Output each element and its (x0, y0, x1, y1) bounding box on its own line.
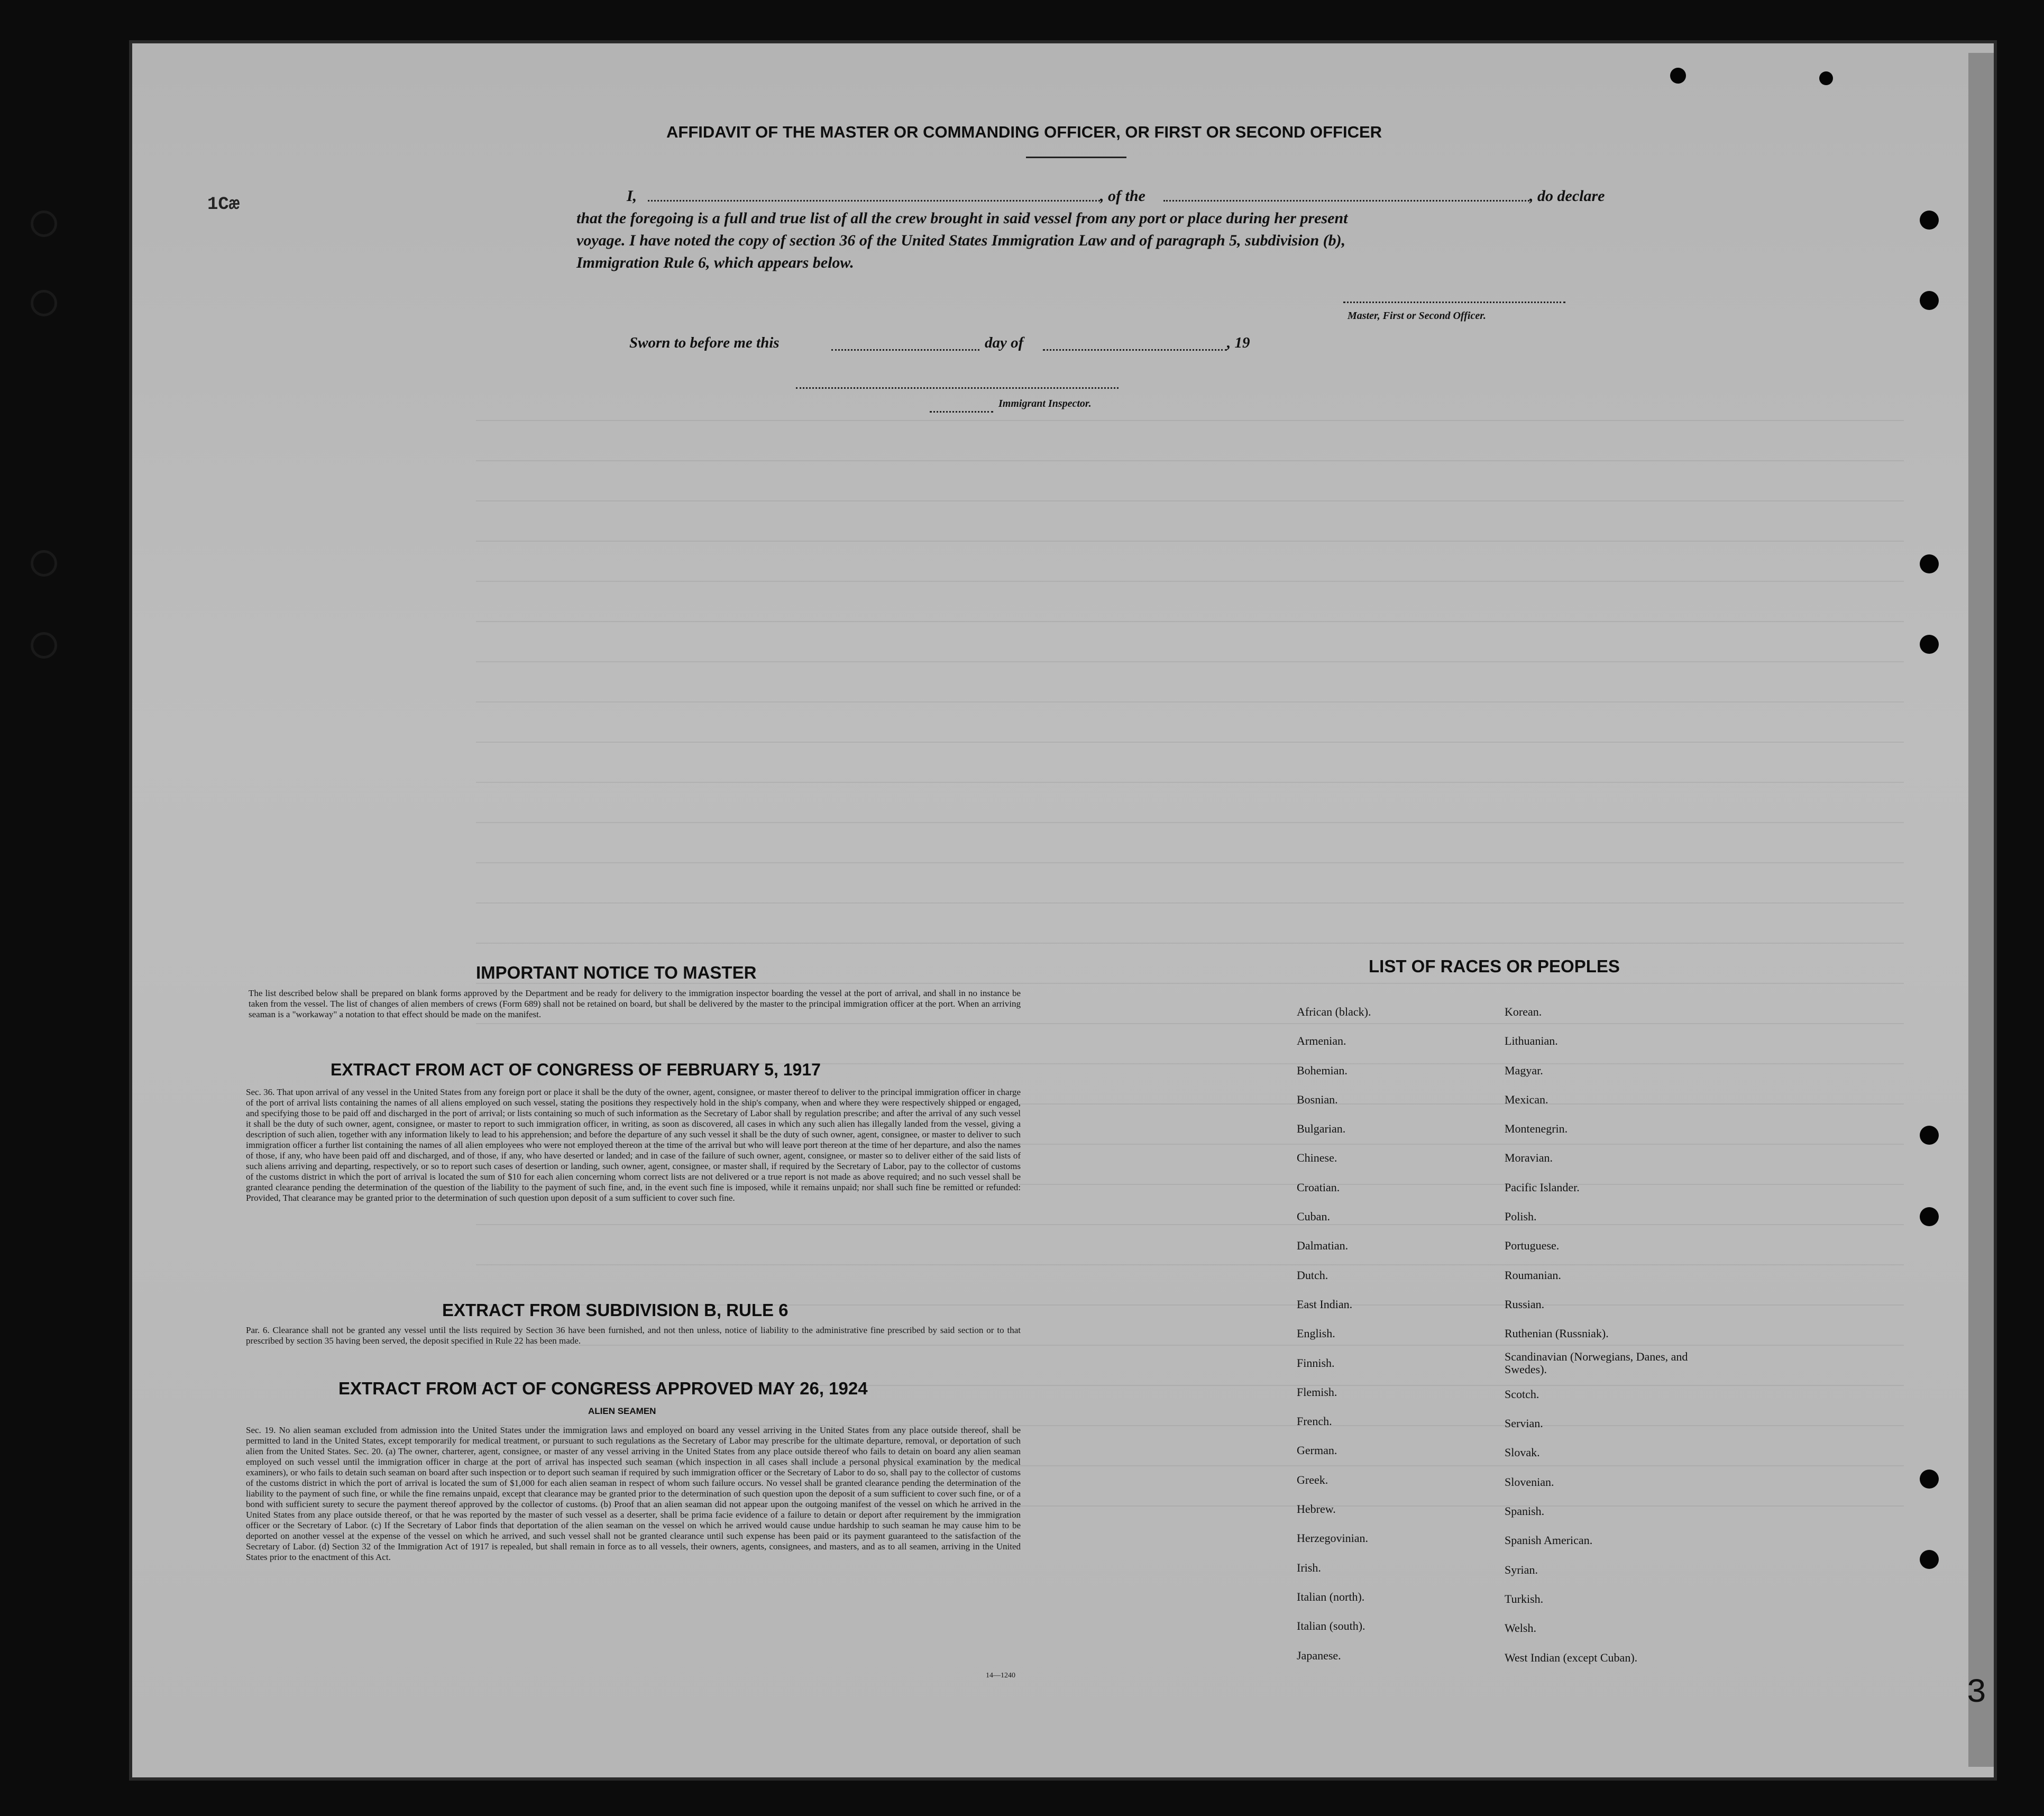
race-item: Armenian. (1297, 1034, 1346, 1048)
race-item: Turkish. (1505, 1592, 1544, 1605)
sworn-month-blank[interactable] (1043, 349, 1227, 351)
race-item: English. (1297, 1327, 1335, 1340)
race-item: Lithuanian. (1505, 1034, 1558, 1048)
race-item: Dutch. (1297, 1268, 1328, 1282)
race-item: Spanish American. (1505, 1534, 1593, 1547)
race-item: African (black). (1297, 1005, 1371, 1018)
binder-hole (1920, 211, 1939, 230)
binder-hole (1920, 1470, 1939, 1489)
race-item: Welsh. (1505, 1621, 1536, 1635)
race-item: Japanese. (1297, 1648, 1341, 1662)
binder-hole (1920, 1126, 1939, 1145)
race-item: Bohemian. (1297, 1063, 1348, 1077)
rule-6-text: Par. 6. Clearance shall not be granted any vessel until the lists required by Section 36 have been furnished, and not then unless, notice of liability to the administrative fine prescribed by said section or to that prescribed by section 35 having been served, the deposit specified in Rule 22 has been made. (246, 1325, 1021, 1346)
race-item: Scandinavian (Norwegians, Danes, and Swedes). (1505, 1349, 1688, 1376)
year-label: , 19 (1227, 334, 1250, 351)
race-item: Russian. (1505, 1297, 1545, 1311)
race-item: Scotch. (1505, 1387, 1539, 1401)
race-item: East Indian. (1297, 1297, 1353, 1311)
affidavit-line-3: voyage. I have noted the copy of section 36 of the United States Immigration Law and of paragraph 5, subdivision (b), (576, 232, 1346, 249)
binder-hole (1920, 1550, 1939, 1569)
race-item: Korean. (1505, 1005, 1542, 1018)
bleed-through-hole (31, 290, 57, 316)
race-item: Syrian. (1505, 1563, 1538, 1576)
margin-mark: 3 (1966, 1674, 1987, 1712)
affidavit-line-2: that the foregoing is a full and true list of all the crew brought in said vessel from any port or place during her present (576, 209, 1348, 227)
race-item: Mexican. (1505, 1092, 1548, 1106)
name-blank[interactable] (648, 200, 1100, 202)
sworn-day-blank[interactable] (831, 349, 979, 351)
extract-1924-text: Sec. 19. No alien seaman excluded from admission into the United States under the immigration laws and employed on board any vessel arriving in the United States from any place outside thereof, shall be permitted to land in the United States, except temporarily for medical treatment, or pursuant to such regulations as the Secretary of Labor may prescribe for the ultimate departure, removal, or deportation of such alien from the United States. Sec. 20. (a) The owner, charterer, agent, consignee, or master of any vessel arriving in the United States from any place outside thereof who fails to detain on board any alien seaman employed on such vessel until the immigration officer in charge at the port of arrival has inspected such seaman (which inspection in all cases shall include a personal physical examination by the medical examiners), or who fails to detain such seaman on board after such inspection or to deport such seaman if required by such immigration officer or the Secretary of Labor to do so, shall pay to the collector of customs of the customs district in which the port of arrival is located the sum of $1,000 for each alien seaman in respect of whom such failure occurs. No vessel shall be granted clearance pending the determination of the liability to the payment of such fine, or while the fine remains unpaid, except that clearance may be granted prior to the determination of such question upon the deposit of a sum sufficient to cover such fine, or of a bond with sufficient surety to secure the payment thereof approved by the collector of customs. (b) Proof that an alien seaman did not appear upon the outgoing manifest of the vessel on which he arrived in the United States from any place outside thereof, or that he was reported by the master of such vessel as a deserter, shall be prima facie evidence of a failure to detain or deport after requirement by the immigration officer or the Secretary of Labor. (c) If the Secretary of Labor finds that deportation of the alien seaman on the vessel on which he arrived would cause undue hardship to such seaman he may cause him to be deported on another vessel at the expense of the vessel on which he arrived, and such vessel shall not be granted clearance until such expense has been paid or its payment guaranteed to the satisfaction of the Secretary of Labor. (d) Section 32 of the Immigration Act of 1917 is repealed, but shall remain in force as to all vessels, their owners, agents, consignees, and masters, and as to all seamen, arriving in the United States prior to the enactment of this Act. (246, 1425, 1021, 1562)
race-item: Pacific Islander. (1505, 1180, 1580, 1194)
races-right-column (1505, 997, 1727, 1672)
signature-blank[interactable] (1343, 302, 1565, 303)
race-item: German. (1297, 1444, 1337, 1457)
race-item: Slovenian. (1505, 1475, 1554, 1489)
bleed-through-hole (31, 632, 57, 659)
affidavit-title: AFFIDAVIT OF THE MASTER OR COMMANDING OFFICER, OR FIRST OR SECOND OFFICER (666, 123, 1382, 141)
affidavit-i: I, (627, 187, 637, 205)
race-item: West Indian (except Cuban). (1505, 1650, 1638, 1664)
signature-label: Master, First or Second Officer. (1348, 310, 1486, 322)
race-item: Servian. (1505, 1417, 1543, 1430)
rule-6-title: EXTRACT FROM SUBDIVISION B, RULE 6 (442, 1300, 789, 1320)
extract-1924-subtitle: ALIEN SEAMEN (588, 1406, 656, 1416)
race-item: Spanish. (1505, 1504, 1545, 1518)
margin-mark: 1Cæ (207, 195, 240, 215)
race-item: Polish. (1505, 1210, 1537, 1224)
race-item: Portuguese. (1505, 1239, 1560, 1253)
race-item: Moravian. (1505, 1151, 1553, 1165)
race-item: Chinese. (1297, 1151, 1337, 1165)
race-item: Irish. (1297, 1561, 1321, 1574)
inspector-dots (930, 411, 993, 413)
race-item: Italian (north). (1297, 1590, 1365, 1603)
title-rule (1026, 157, 1126, 158)
race-item: Roumanian. (1505, 1268, 1561, 1282)
binder-hole (1670, 68, 1686, 84)
notice-text: The list described below shall be prepared on blank forms approved by the Department and be ready for delivery to the immigration inspector boarding the vessel at the port of arrival, and shall in no instance be taken from the vessel. The list of changes of alien members of crews (Form 689) shall not be retained on board, but shall be delivered by the master to the principal immigration officer at the port. When an arriving seaman is a "workaway" a notation to that effect should be made on the manifest. (249, 988, 1021, 1019)
affidavit-line-4: Immigration Rule 6, which appears below. (576, 254, 854, 271)
race-item: Slovak. (1505, 1446, 1540, 1459)
notice-title: IMPORTANT NOTICE TO MASTER (476, 963, 757, 982)
affidavit-declare: , do declare (1529, 187, 1605, 205)
race-item: Dalmatian. (1297, 1239, 1349, 1253)
affidavit-body (576, 185, 1645, 280)
race-item: Hebrew. (1297, 1502, 1336, 1516)
page-edge (1968, 53, 1994, 1767)
race-item: Finnish. (1297, 1356, 1335, 1370)
sworn-label: Sworn to before me this (629, 334, 780, 351)
races-title: LIST OF RACES OR PEOPLES (1369, 956, 1620, 976)
race-item: Herzegovinian. (1297, 1531, 1368, 1545)
race-item: French. (1297, 1415, 1332, 1428)
race-item: Bosnian. (1297, 1092, 1338, 1106)
binder-hole (1920, 291, 1939, 310)
race-item: Flemish. (1297, 1385, 1337, 1399)
binder-hole (1920, 554, 1939, 573)
extract-1917-title: EXTRACT FROM ACT OF CONGRESS OF FEBRUARY 5, 1917 (331, 1060, 821, 1079)
race-item: Ruthenian (Russniak). (1505, 1327, 1609, 1340)
vessel-blank[interactable] (1163, 200, 1529, 202)
affidavit-of-the: , of the (1100, 187, 1145, 205)
race-item: Magyar. (1505, 1063, 1543, 1077)
extract-1924-title: EXTRACT FROM ACT OF CONGRESS APPROVED MAY 26, 1924 (338, 1379, 868, 1398)
binder-hole (1819, 71, 1833, 85)
race-item: Bulgarian. (1297, 1122, 1346, 1136)
race-item: Croatian. (1297, 1180, 1340, 1194)
extract-1917-text: Sec. 36. That upon arrival of any vessel in the United States from any foreign port or place it shall be the duty of the owner, agent, consignee, or master thereof to deliver to the principal immigration officer in charge of the port of arrival lists containing the names of all aliens employed on such vessel, stating the positions they respectively hold in the ship's company, when and where they were respectively shipped or engaged, and specifying those to be paid off and discharged in the port of arrival; or lists containing so much of such information as the Secretary of Labor shall by regulation prescribe; and after the arrival of any such vessel it shall be the duty of such owner, agent, consignee, or master to report to such immigration officer, in writing, as soon as discovered, all cases in which any such alien has illegally landed from the vessel, giving a description of such alien, together with any information likely to lead to his apprehension; and before the departure of any such vessel it shall be the duty of such owner, agent, consignee, or master to deliver to such immigration officer a further list containing the names of all alien employees who were not employed thereon at the time of the arrival but who will leave port thereon at the time of her departure, and also the names of those, if any, who have been paid off and discharged, and of those, if any, who have deserted or landed; and in case of the failure of such owner, agent, consignee, or master so to deliver either of the said lists of such aliens arriving and departing, respectively, or so to report such cases of desertion or landing, such owner, agent, consignee, or master shall, if required by the Secretary of Labor, pay to the collector of customs of the customs district in which the port of arrival is located the sum of $10 for each alien concerning whom correct lists are not delivered or a true report is not made as above required; and no such vessel shall be granted clearance pending the determination of the question of the liability to the payment of such fine, and, in the event such fine is imposed, while it remains unpaid; nor shall such fine be remitted or refunded: Provided, That clearance may be granted prior to the determination of such question upon deposit of a sum sufficient to cover such fine. (246, 1087, 1021, 1203)
form-number: 14—1240 (986, 1672, 1015, 1680)
day-of-label: day of (985, 334, 1024, 351)
inspector-blank[interactable] (796, 387, 1119, 389)
races-left-column (1297, 997, 1487, 1670)
race-item: Montenegrin. (1505, 1122, 1568, 1136)
binder-hole (1920, 635, 1939, 654)
bleed-through-hole (31, 211, 57, 237)
bleed-through-hole (31, 550, 57, 577)
inspector-label: Immigrant Inspector. (998, 398, 1092, 409)
race-item: Italian (south). (1297, 1619, 1365, 1633)
binder-hole (1920, 1207, 1939, 1226)
race-item: Cuban. (1297, 1210, 1330, 1224)
race-item: Greek. (1297, 1473, 1328, 1486)
